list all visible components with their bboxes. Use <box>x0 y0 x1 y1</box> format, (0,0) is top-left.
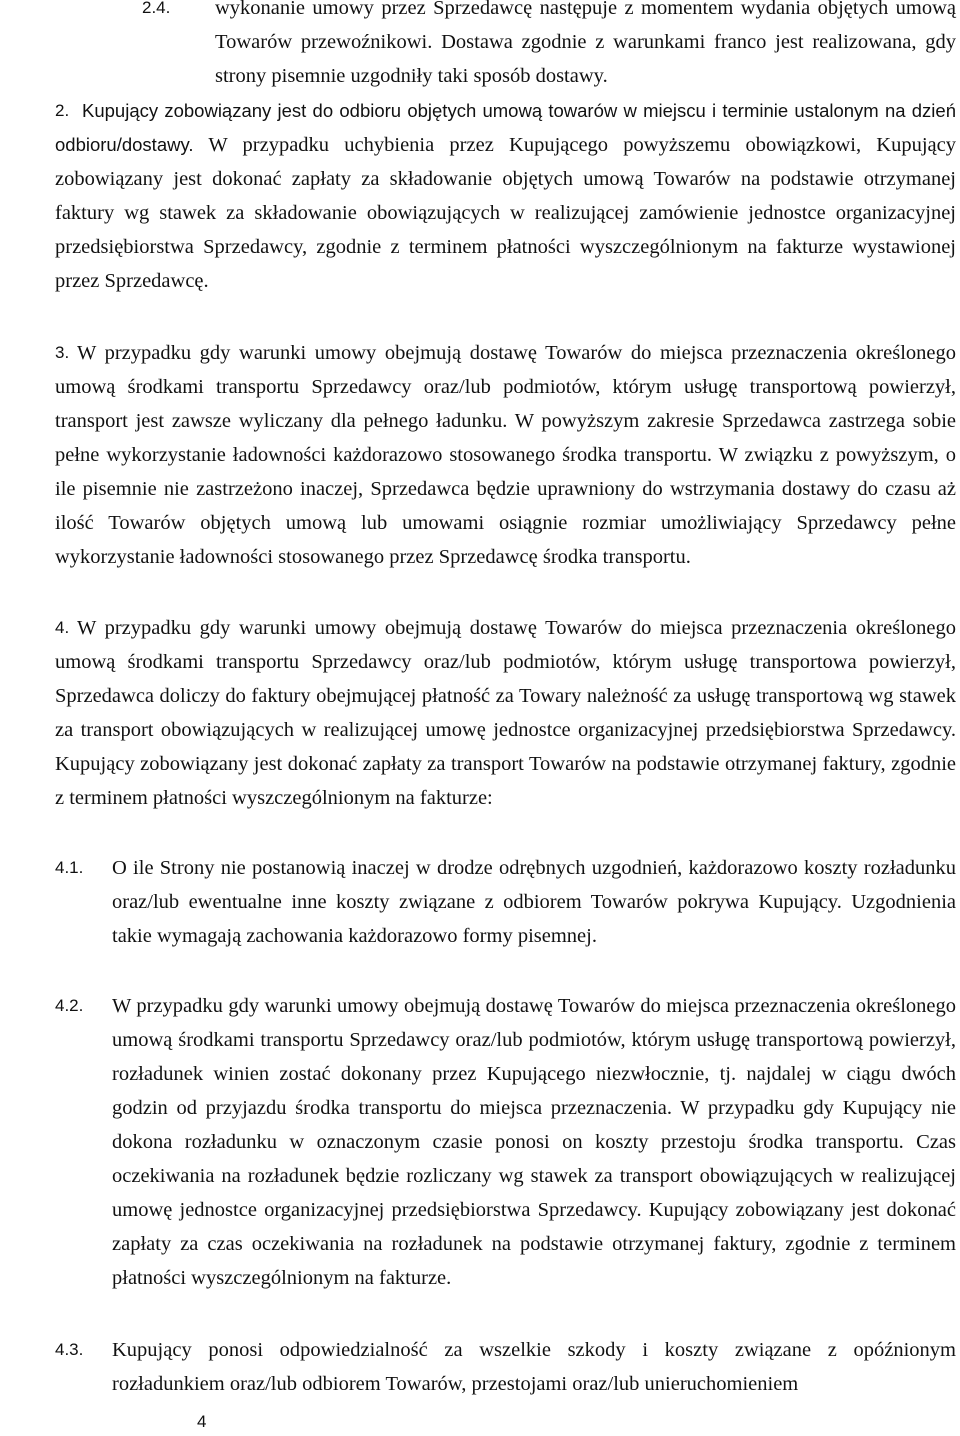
clause-number: 4.2. <box>55 996 84 1015</box>
clause-4-2 <box>112 989 956 1295</box>
clause-number: 2.4. <box>142 0 171 17</box>
clause-number: 4. <box>55 618 70 637</box>
clause-4-1 <box>112 851 956 953</box>
clause-number: 4.3. <box>55 1340 84 1359</box>
clause-text: W przypadku gdy warunki umowy obejmują dostawę Towarów do miejsca przeznaczenia określonego umową środkami transportu Sprzedawcy oraz/lub podmiotów, którym usługę transportową powierzył, transport jest zawsze wyliczany dla pełnego ładunku. W powyższym zakresie Sprzedawca zastrzega sobie pełne wykorzystanie ładowności każdorazowo stosowanego środka transportu. W związku z powyższym, o ile pisemnie nie zastrzeżono inaczej, Sprzedawca będzie uprawniony do wstrzymania dostawy do czasu aż ilość Towarów objętych umową lub umowami osiągnie rozmiar umożliwiający Sprzedawcy pełne wykorzystanie ładowności stosowanego przez Sprzedawcę środka transportu. <box>55 342 956 568</box>
clause-number: 2. <box>55 101 70 120</box>
clause-text-sans: Kupujący zobowiązany jest do odbioru objętych umową towarów w miejscu i terminie ustalonym na dzień odbioru/dostawy. <box>55 100 956 155</box>
clause-number: 4.1. <box>55 858 84 877</box>
clause-text: W przypadku uchybienia przez Kupującego powyższemu obowiązkowi, Kupujący zobowiązany jest dokonać zapłaty za składowanie objętych umową Towarów na podstawie otrzymanej faktury wg stawek za składowanie obowiązujących w realizującej zamówienie jednostce organizacyjnej przedsiębiorstwa Sprzedawcy, zgodnie z terminem płatności wyszczególnionym na fakturze wystawionej przez Sprzedawcę. <box>55 134 956 292</box>
page-number: 4 <box>197 1412 207 1431</box>
clause-4-3 <box>112 1333 956 1401</box>
clause-text: W przypadku gdy warunki umowy obejmują dostawę Towarów do miejsca przeznaczenia określonego umową środkami transportu Sprzedawcy oraz/lub podmiotów, którym usługę transportową powierzył, rozładunek winien zostać dokonany przez Kupującego niezwłocznie, tj. najdalej w ciągu dwóch godzin od przyjazdu środka transportu do miejsca przeznaczenia. W przypadku gdy Kupujący nie dokona rozładunku w oznaczonym czasie ponosi on koszty przestoju środka transportu. Czas oczekiwania na rozładunek będzie rozliczany wg stawek za transport obowiązujących w realizującej umowę jednostce organizacyjnej przedsiębiorstwa Sprzedawcy. Kupujący zobowiązany jest dokonać zapłaty za czas oczekiwania na rozładunek na podstawie otrzymanej faktury, zgodnie z terminem płatności wyszczególnionym na fakturze. <box>112 995 956 1289</box>
clause-number: 3. <box>55 343 70 362</box>
clause-3 <box>55 336 956 574</box>
clause-text: wykonanie umowy przez Sprzedawcę następuje z momentem wydania objętych umową Towarów przewoźnikowi. Dostawa zgodnie z warunkami franco jest realizowana, gdy strony pisemnie uzgodniły taki sposób dostawy. <box>215 0 956 87</box>
clause-text: Kupujący ponosi odpowiedzialność za wszelkie szkody i koszty związane z opóźnionym rozładunkiem oraz/lub odbiorem Towarów, przestojami oraz/lub unieruchomieniem <box>112 1339 956 1395</box>
clause-text: O ile Strony nie postanowią inaczej w drodze odrębnych uzgodnień, każdorazowo koszty rozładunku oraz/lub ewentualne inne koszty związane z odbiorem Towarów pokrywa Kupujący. Uzgodnienia takie wymagają zachowania każdorazowo formy pisemnej. <box>112 857 956 947</box>
clause-2-4 <box>215 0 956 93</box>
clause-text: W przypadku gdy warunki umowy obejmują dostawę Towarów do miejsca przeznaczenia określonego umową środkami transportu Sprzedawcy oraz/lub podmiotów, którym usługę transportowa powierzył, Sprzedawca doliczy do faktury obejmującej płatność za Towary należność za usługę transportową wg stawek za transport obowiązujących w realizującej umowę jednostce organizacyjnej przedsiębiorstwa Sprzedawcy. Kupujący zobowiązany jest dokonać zapłaty za transport Towarów na podstawie otrzymanej faktury, zgodnie z terminem płatności wyszczególnionym na fakturze: <box>55 617 956 809</box>
clause-4 <box>55 611 956 815</box>
clause-2 <box>55 94 956 298</box>
